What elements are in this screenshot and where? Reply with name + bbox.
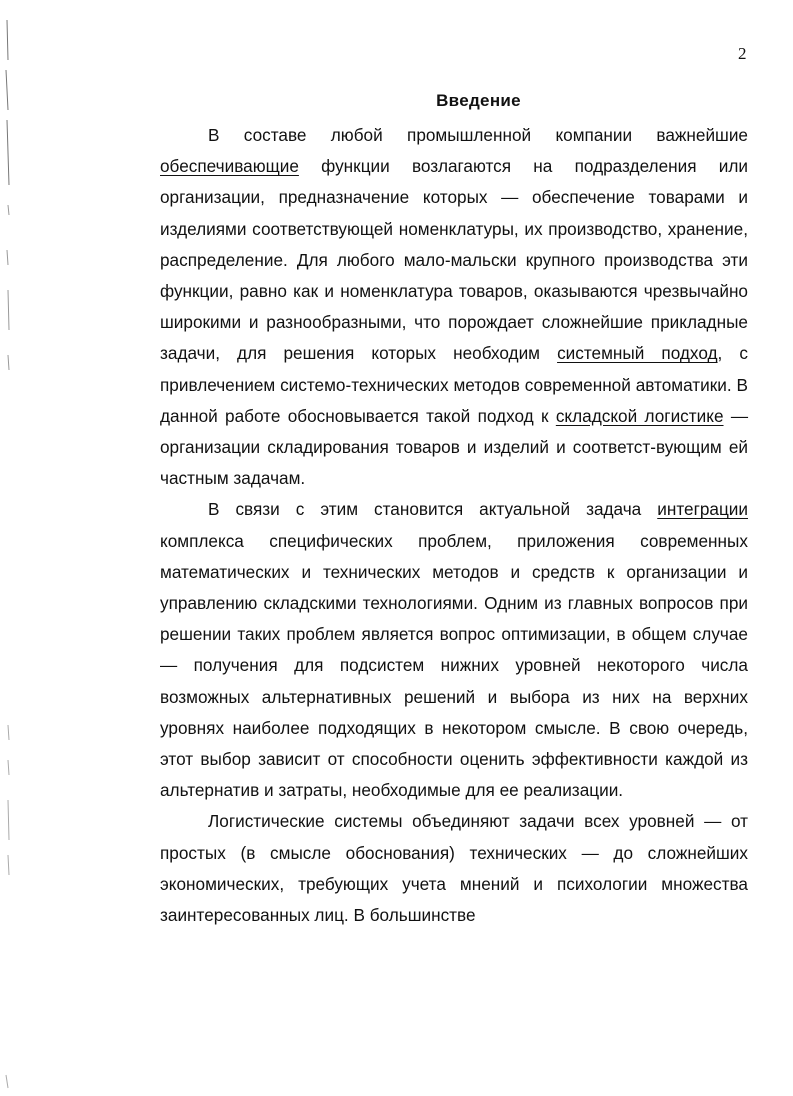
text-run: — организации складирования товаров и изделий и соответст-вующим ей частным задачам. [160, 405, 749, 489]
text-run: В составе любой промышленной компании важнейшие [208, 125, 748, 145]
text-run: комплекса специфических проблем, приложения современных математических и технических методов и средств к организации и управлению складскими технологиями. Одним из главных вопросов при решении таких проблем является вопрос оптимизации, в общем случае — получения для подсистем нижних уровней некоторого числа возможных альтернативных решений и выбора из них на верхних уровнях наиболее подходящих в некотором смысле. В свою очередь, этот выбор зависит от способности оценить эффективности каждой из альтернатив и затраты, необходимые для ее реализации. [160, 530, 748, 801]
paragraph [160, 494, 748, 806]
scan-edge-marks [0, 0, 20, 1096]
underlined-term: складской логистике [555, 405, 724, 426]
underlined-term: системный подход [557, 343, 718, 364]
page-number: 2 [738, 44, 747, 63]
text-run: , с привлечением системо-технических методов современной автоматики. В данной работе обосновывается такой подход к [160, 343, 748, 426]
text-run: Логистические системы объединяют задачи всех уровней — от простых (в смысле обоснования) технических — до сложнейших экономических, требующих учета мнений и психологии множества заинтересованных лиц. В большинстве [160, 811, 748, 926]
document-body [160, 120, 748, 931]
paragraph [160, 120, 748, 494]
text-run: В связи с этим становится актуальной задача [208, 499, 658, 520]
text-run: функции возлагаются на подразделения или организации, предназначение которых — обеспечение товарами и изделиями соответствующей номенклатуры, их производство, хранение, распределение. Для любого мало-мальски крупного производства эти функции, равно как и номенклатура товаров, оказываются чрезвычайно широкими и разнообразными, что порождает сложнейшие прикладные задачи, для решения которых необходим [160, 156, 748, 364]
underlined-term: интеграции [657, 499, 748, 520]
paragraph [160, 806, 748, 931]
page-title: Введение [436, 91, 521, 110]
underlined-term: обеспечивающие [160, 156, 299, 177]
